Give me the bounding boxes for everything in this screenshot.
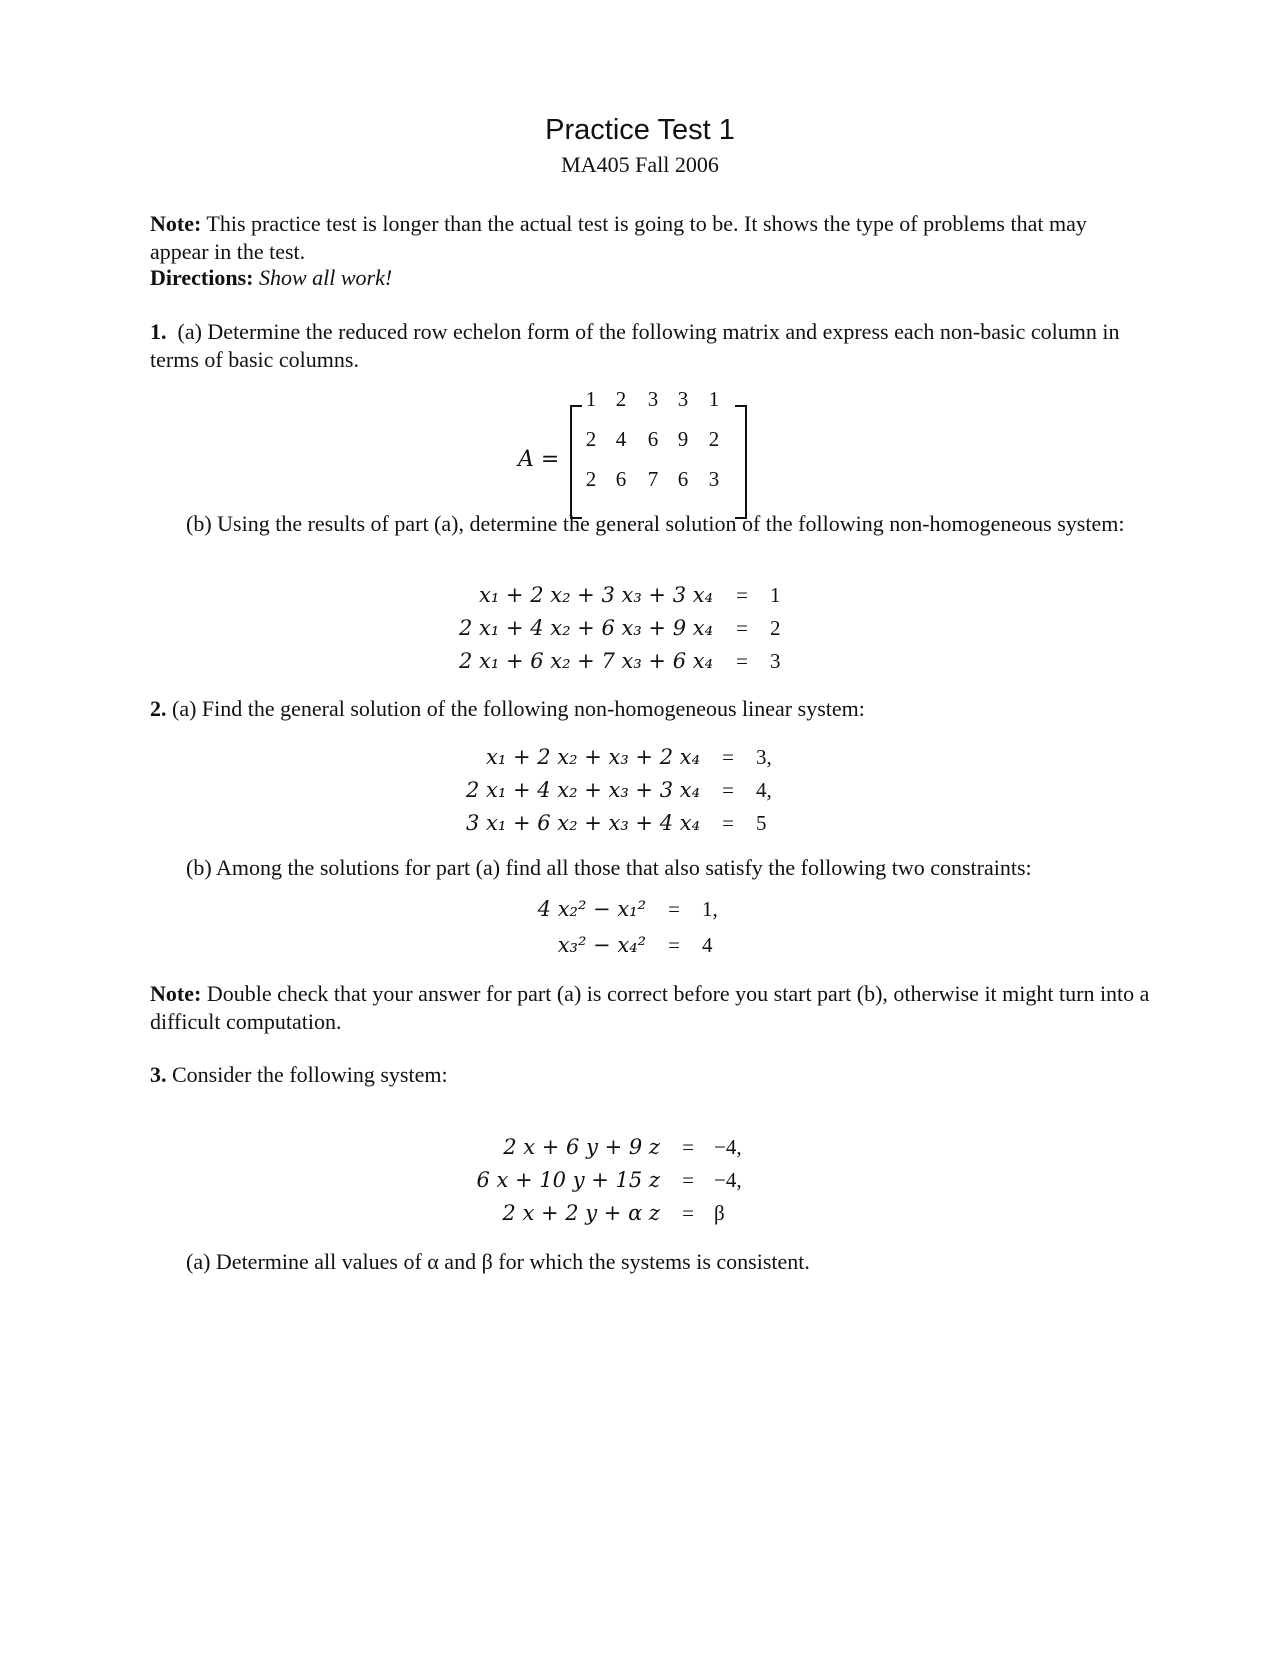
- q1-eq-equals: =: [736, 583, 748, 607]
- q1-eq-lhs: 2 x₁ + 6 x₂ + 7 x₃ + 6 x₄: [458, 649, 713, 673]
- q3-eq-rhs: −4,: [714, 1168, 742, 1192]
- matrix-cell: 6: [647, 427, 659, 451]
- page-subtitle: MA405 Fall 2006: [561, 152, 719, 177]
- note-label: Note:: [150, 211, 202, 236]
- matrix-cell: 6: [677, 467, 689, 491]
- q2-eq-equals: =: [722, 778, 734, 802]
- q2-constraint-equals: =: [668, 897, 680, 921]
- q3-part-a: [186, 1248, 1161, 1276]
- directions-text: Show all work!: [258, 265, 393, 290]
- q2-eq-rhs: 5: [756, 811, 767, 835]
- q1-part-b-text: (b) Using the results of part (a), determine the general solution of the following non-homogeneous system:: [186, 511, 1125, 536]
- note-text: This practice test is longer than the actual test is going to be. It shows the type of problems that may appear in the test.: [150, 211, 1087, 264]
- matrix-cell: 2: [615, 387, 627, 411]
- q3-intro-text: Consider the following system:: [172, 1062, 448, 1087]
- q3-intro: [150, 1061, 1150, 1089]
- q2-constraint-lhs: x₃² − x₄²: [557, 933, 646, 957]
- q3-eq-equals: =: [682, 1168, 694, 1192]
- matrix-cell: 7: [647, 467, 659, 491]
- matrix-right-bracket: [735, 405, 747, 519]
- q1-part-b: [186, 510, 1161, 538]
- q3-part-a-text: (a) Determine all values of α and β for which the systems is consistent.: [186, 1249, 810, 1274]
- q1-eq-rhs: 3: [770, 649, 781, 673]
- q1-eq-lhs: x₁ + 2 x₂ + 3 x₃ + 3 x₄: [479, 583, 713, 607]
- q1-eq-equals: =: [736, 649, 748, 673]
- matrix-cell: 4: [615, 427, 627, 451]
- matrix-cell: 3: [677, 387, 689, 411]
- q1-eq-equals: =: [736, 616, 748, 640]
- q2-constraint-rhs: 4: [702, 933, 713, 957]
- q3-eq-equals: =: [682, 1135, 694, 1159]
- matrix-cell: 2: [585, 427, 597, 451]
- q2-eq-rhs: 3,: [756, 745, 772, 769]
- matrix-cell: 3: [647, 387, 659, 411]
- q2-eq-lhs: 3 x₁ + 6 x₂ + x₃ + 4 x₄: [466, 811, 700, 835]
- matrix-left-bracket: [570, 405, 582, 519]
- matrix-cell: 3: [708, 467, 720, 491]
- directions-label: Directions:: [150, 265, 254, 290]
- q3-eq-lhs: 6 x + 10 y + 15 z: [476, 1168, 660, 1192]
- matrix-cell: 9: [677, 427, 689, 451]
- q2-eq-lhs: x₁ + 2 x₂ + x₃ + 2 x₄: [486, 745, 700, 769]
- matrix-cell: 6: [615, 467, 627, 491]
- q1-part-a-text: (a) Determine the reduced row echelon form of the following matrix and express each non-basic column in terms of basic columns.: [150, 319, 1120, 372]
- q3-eq-rhs: −4,: [714, 1135, 742, 1159]
- q3-eq-lhs: 2 x + 6 y + 9 z: [503, 1135, 660, 1159]
- q2-number: 2.: [150, 696, 167, 721]
- q1-eq-lhs: 2 x₁ + 4 x₂ + 6 x₃ + 9 x₄: [458, 616, 713, 640]
- q1-eq-rhs: 2: [770, 616, 781, 640]
- q3-eq-equals: =: [682, 1201, 694, 1225]
- q2-note: [150, 980, 1150, 1036]
- matrix-cell: 2: [708, 427, 720, 451]
- q1-eq-rhs: 1: [770, 583, 781, 607]
- q2-part-b: [186, 854, 1161, 882]
- q2-eq-equals: =: [722, 745, 734, 769]
- intro-note: [150, 210, 1150, 266]
- q2-eq-equals: =: [722, 811, 734, 835]
- matrix-cell: 2: [585, 467, 597, 491]
- q2-note-label: Note:: [150, 981, 202, 1006]
- q2-eq-lhs: 2 x₁ + 4 x₂ + x₃ + 3 x₄: [466, 778, 700, 802]
- q3-eq-rhs: β: [714, 1201, 725, 1225]
- q1-part-a: [150, 318, 1130, 374]
- matrix-label: A =: [518, 447, 560, 472]
- q2-part-b-text: (b) Among the solutions for part (a) find all those that also satisfy the following two constraints:: [186, 855, 1032, 880]
- directions: [150, 264, 1150, 292]
- page-title: Practice Test 1: [545, 114, 735, 146]
- matrix-cell: 1: [585, 387, 597, 411]
- q2-part-a: [150, 695, 1150, 723]
- q2-part-a-text: (a) Find the general solution of the following non-homogeneous linear system:: [172, 696, 865, 721]
- q2-constraint-equals: =: [668, 933, 680, 957]
- q2-constraint-lhs: 4 x₂² − x₁²: [537, 897, 646, 921]
- q2-eq-rhs: 4,: [756, 778, 772, 802]
- matrix-cell: 1: [708, 387, 720, 411]
- q3-eq-lhs: 2 x + 2 y + α z: [502, 1201, 660, 1225]
- q3-number: 3.: [150, 1062, 167, 1087]
- q1-number: 1.: [150, 319, 167, 344]
- q2-constraint-rhs: 1,: [702, 897, 718, 921]
- q2-note-text: Double check that your answer for part (a) is correct before you start part (b), otherwise it might turn into a difficult computation.: [150, 981, 1150, 1034]
